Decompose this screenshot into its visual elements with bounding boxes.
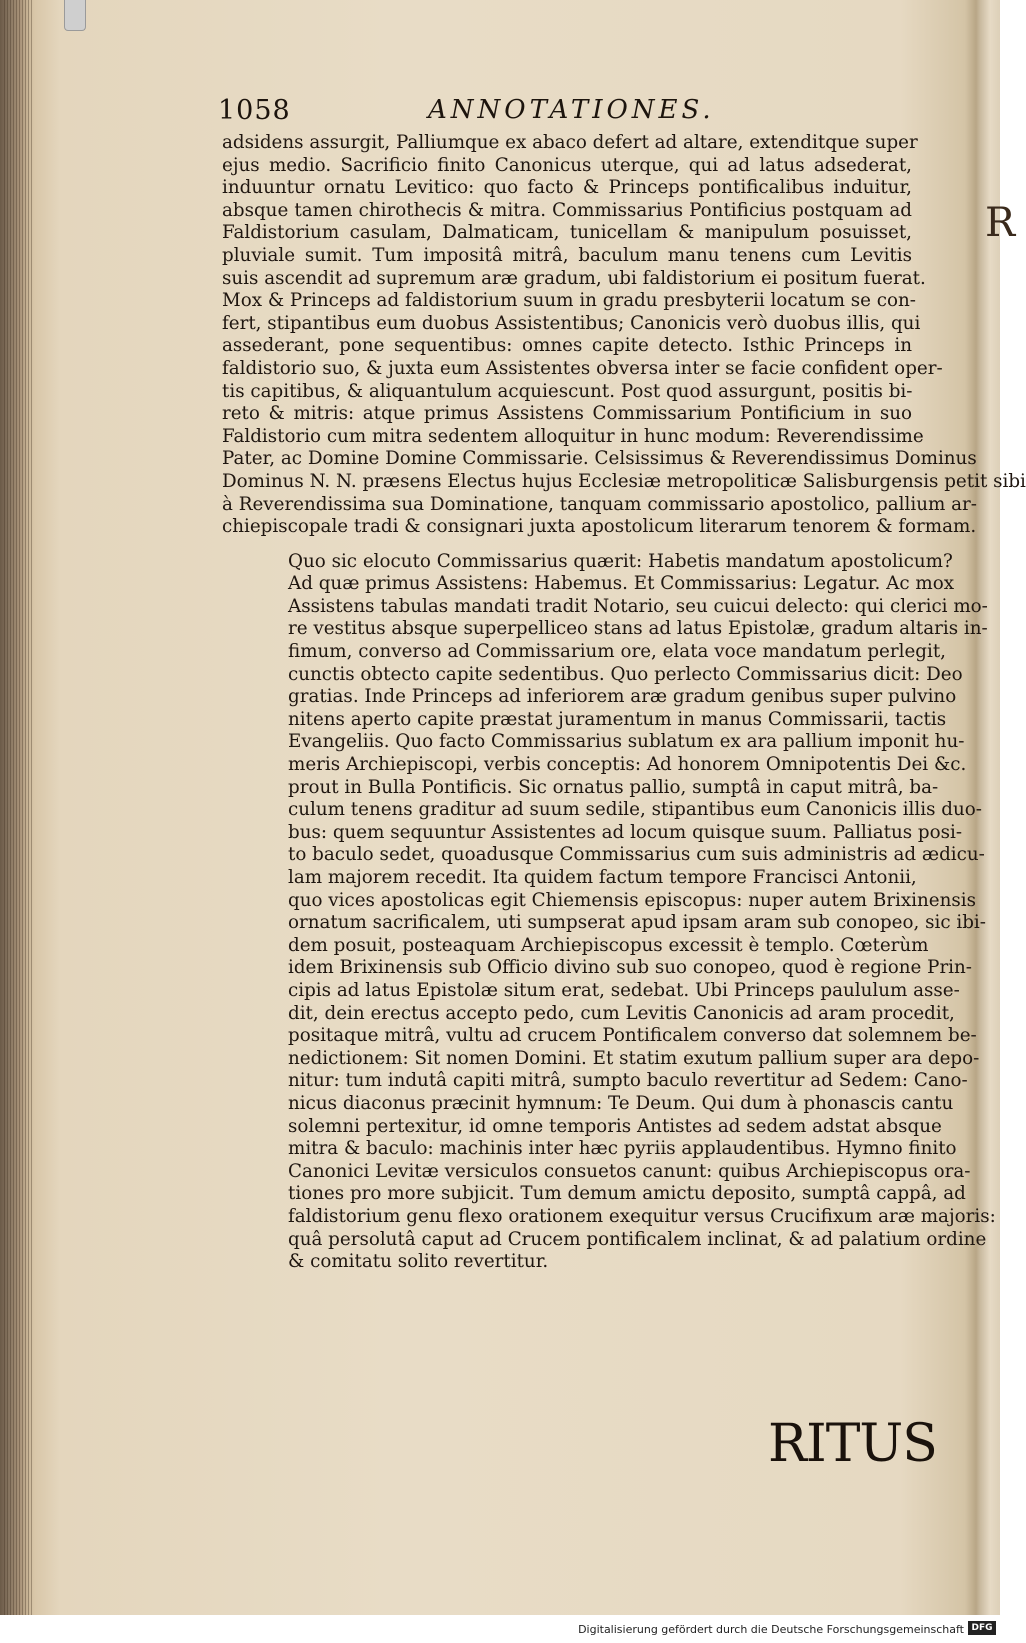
text-line: Canonici Levitæ versiculos consuetos canunt: quibus Archiepiscopus ora- <box>288 1160 971 1182</box>
text-line: suis ascendit ad supremum aræ gradum, ubi faldistorium ei positum fuerat. <box>222 267 926 289</box>
paragraph-1 <box>222 132 1026 539</box>
paragraph-2 <box>222 550 996 1274</box>
text-line: & comitatu solito revertitur. <box>288 1251 549 1273</box>
text-line: lam majorem recedit. Ita quidem factum tempore Francisci Antonii, <box>288 867 917 888</box>
catchword: RITUS <box>768 1414 937 1474</box>
text-line: Pater, ac Domine Domine Commissarie. Celsissimus & Reverendissimus Dominus <box>222 448 977 470</box>
text-line: Assistens tabulas mandati tradit Notario, seu cuicui delecto: qui clerici mo- <box>288 595 988 617</box>
dfg-logo-icon: DFG <box>968 1621 996 1635</box>
text-line: tiones pro more subjicit. Tum demum amictu deposito, sumptâ cappâ, ad <box>288 1183 966 1205</box>
footer-credit: Digitalisierung gefördert durch die Deutsche Forschungsgemeinschaft <box>578 1623 964 1636</box>
body-text <box>222 132 1026 1274</box>
text-line: ornatum sacrificalem, uti sumpserat apud ipsam aram sub conopeo, sic ibi- <box>288 912 986 934</box>
text-line: induuntur ornatu Levitico: quo facto & Princeps pontificalibus induitur, <box>222 177 912 199</box>
text-line: reto & mitris: atque primus Assistens Commissarium Pontificium in suo <box>222 403 912 425</box>
text-line: quâ persolutâ caput ad Crucem pontificalem inclinat, & ad palatium ordine <box>288 1228 987 1250</box>
scanner-clip <box>64 0 86 31</box>
running-head: ANNOTATIONES. <box>428 95 715 125</box>
text-line: Dominus N. N. præsens Electus hujus Ecclesiæ metropoliticæ Salisburgensis petit sibi <box>222 470 1026 492</box>
text-line: Ad quæ primus Assistens: Habemus. Et Commissarius: Legatur. Ac mox <box>288 573 955 595</box>
text-line: assederant, pone sequentibus: omnes capite detecto. Isthic Princeps in <box>222 335 912 357</box>
text-line: Faldistorio cum mitra sedentem alloquitur in hunc modum: Reverendissime <box>222 425 924 447</box>
text-line: positaque mitrâ, vultu ad crucem Pontificalem converso dat solemnem be- <box>288 1025 977 1047</box>
text-line: prout in Bulla Pontificis. Sic ornatus pallio, sumptâ in caput mitrâ, ba- <box>288 776 939 798</box>
text-line: mitra & baculo: machinis inter hæc pyriis applaudentibus. Hymno finito <box>288 1138 957 1160</box>
text-line: nitens aperto capite præstat juramentum in manus Commissarii, tactis <box>288 708 947 730</box>
text-line: quo vices apostolicas egit Chiemensis episcopus: nuper autem Brixinensis <box>288 889 976 911</box>
text-line: nicus diaconus præcinit hymnum: Te Deum. Qui dum à phonascis cantu <box>288 1092 954 1114</box>
text-line: pluviale sumit. Tum impositâ mitrâ, baculum manu tenens cum Levitis <box>222 244 912 266</box>
text-line: ejus medio. Sacrificio finito Canonicus uterque, qui ad latus adsederat, <box>222 154 912 176</box>
text-line: adsidens assurgit, Palliumque ex abaco defert ad altare, extenditque super <box>222 132 918 153</box>
text-line: re vestitus absque superpelliceo stans ad latus Epistolæ, gradum altaris in- <box>288 618 988 640</box>
page-header <box>218 95 918 135</box>
book-gutter <box>4 0 34 1615</box>
text-line: cipis ad latus Epistolæ situm erat, sedebat. Ubi Princeps paululum asse- <box>288 979 960 1001</box>
text-line: faldistorio suo, & juxta eum Assistentes obversa inter se facie confident oper- <box>222 357 943 379</box>
text-line: dit, dein erectus accepto pedo, cum Levitis Canonicis ad aram procedit, <box>288 1002 955 1024</box>
text-line: fert, stipantibus eum duobus Assistentibus; Canonicis verò duobus illis, qui <box>222 312 921 334</box>
text-line: chiepiscopale tradi & consignari juxta apostolicum literarum tenorem & formam. <box>222 516 977 538</box>
page-number: 1058 <box>218 95 291 126</box>
text-line: nedictionem: Sit nomen Domini. Et statim exutum pallium super ara depo- <box>288 1047 980 1069</box>
text-line: Faldistorium casulam, Dalmaticam, tunicellam & manipulum posuisset, <box>222 222 912 244</box>
text-line: Quo sic elocuto Commissarius quærit: Habetis mandatum apostolicum? <box>288 550 953 572</box>
text-line: cunctis obtecto capite sedentibus. Quo perlecto Commissarius dicit: Deo <box>288 663 963 685</box>
text-line: fimum, converso ad Commissarium ore, elata voce mandatum perlegit, <box>288 641 946 663</box>
text-line: dem posuit, posteaquam Archiepiscopus excessit è templo. Cœterùm <box>288 934 929 956</box>
text-line: à Reverendissima sua Dominatione, tanquam commissario apostolico, pallium ar- <box>222 493 977 515</box>
text-line: meris Archiepiscopi, verbis conceptis: Ad honorem Omnipotentis Dei &c. <box>288 754 967 776</box>
facing-page-letter: R <box>985 200 1016 246</box>
text-line: culum tenens graditur ad suum sedile, stipantibus eum Canonicis illis duo- <box>288 799 982 821</box>
text-line: Evangeliis. Quo facto Commissarius sublatum ex ara pallium imponit hu- <box>288 731 965 753</box>
text-line: bus: quem sequuntur Assistentes ad locum quisque suum. Palliatus posi- <box>288 821 963 843</box>
text-line: idem Brixinensis sub Officio divino sub suo conopeo, quod è regione Prin- <box>288 957 972 979</box>
text-line: tis capitibus, & aliquantulum acquiescunt. Post quod assurgunt, positis bi- <box>222 380 913 402</box>
text-line: nitur: tum indutâ capiti mitrâ, sumpto baculo revertitur ad Sedem: Cano- <box>288 1070 968 1092</box>
text-line: faldistorium genu flexo orationem exequitur versus Crucifixum aræ majoris: <box>288 1205 996 1227</box>
text-line: absque tamen chirothecis & mitra. Commissarius Pontificius postquam ad <box>222 199 912 221</box>
text-line: to baculo sedet, quoadusque Commissarius cum suis administris ad ædicu- <box>288 844 985 866</box>
footer-bar <box>0 1615 1000 1643</box>
text-line: Mox & Princeps ad faldistorium suum in gradu presbyterii locatum se con- <box>222 290 916 312</box>
text-line: solemni pertexitur, id omne temporis Antistes ad sedem adstat absque <box>288 1115 942 1137</box>
text-line: gratias. Inde Princeps ad inferiorem aræ gradum genibus super pulvino <box>288 686 957 708</box>
